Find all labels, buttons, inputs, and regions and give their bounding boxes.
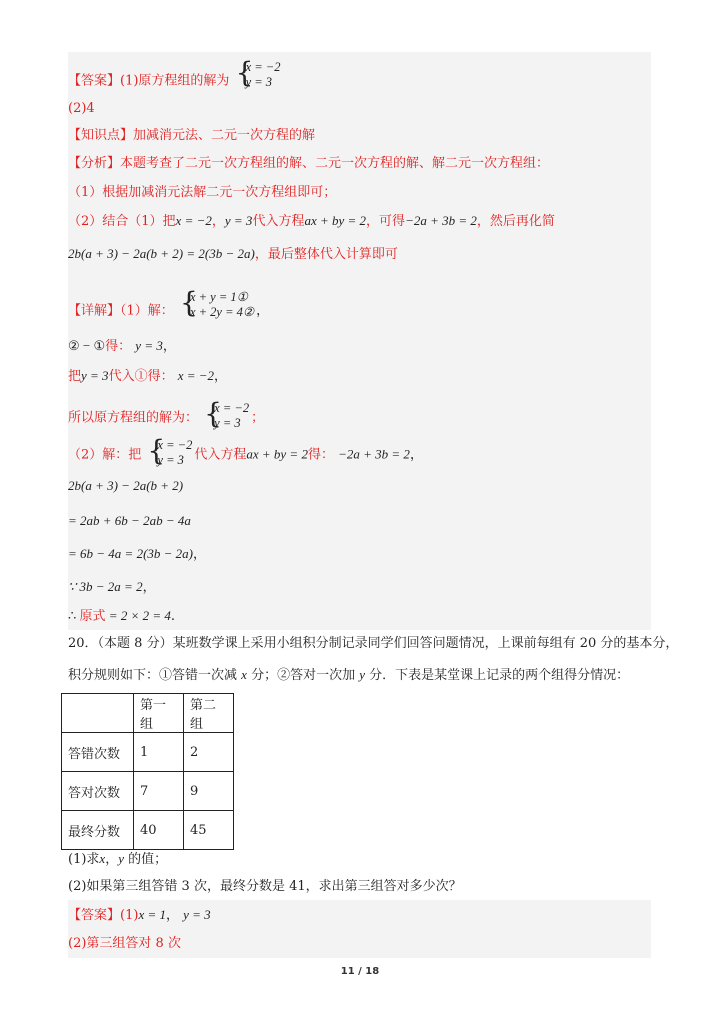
question-part-1: (1)求x，y 的值； [68, 851, 168, 867]
expression-line-1: 2b(a + 3) − 2a(b + 2) [68, 478, 184, 493]
table-cell: 7 [134, 772, 184, 811]
table-row [62, 772, 234, 811]
table-cell: 最终分数 [62, 811, 134, 850]
solution-system-2: { x = −2 y = 3 [204, 397, 250, 430]
table-cell: 9 [184, 772, 234, 811]
table-header-cell: 第二组 [184, 694, 234, 733]
therefore-line: ∴ 原式 = 2 × 2 = 4. [68, 608, 176, 624]
table-header-row [62, 694, 234, 733]
table-cell: 2 [184, 733, 234, 772]
substitution-system: { x = −2 y = 3 [147, 434, 193, 467]
table-row [62, 733, 234, 772]
detail-step-3: 所以原方程组的解为： { x = −2 y = 3 ； [68, 397, 265, 430]
table-header-cell: 第一组 [134, 694, 184, 733]
table-cell: 40 [134, 811, 184, 850]
detail-step-2: 把y = 3代入①得： x = −2， [68, 368, 228, 384]
because-line: ∵ 3b − 2a = 2， [68, 579, 156, 595]
answer-line-1: 【答案】(1)原方程组的解为 { x = −2 y = 3 [68, 56, 281, 89]
question-part-2: (2)如果第三组答错 3 次，最终分数是 41，求出第三组答对多少次？ [68, 879, 462, 894]
analysis-step-1: （1）根据加减消元法解二元一次方程组即可； [68, 185, 337, 200]
expression-line-3: = 6b − 4a = 2(3b − 2a)， [68, 546, 207, 562]
answer2-line-1: 【答案】(1)x = 1， y = 3 [68, 907, 211, 923]
table-cell: 1 [134, 733, 184, 772]
question-20-line-2: 积分规则如下：①答错一次减 x 分；②答对一次加 y 分．下表是某堂课上记录的两个组得分情况： [68, 667, 630, 683]
table-header-cell [62, 694, 134, 733]
table-cell: 45 [184, 811, 234, 850]
analysis-line: 【分析】本题考查了二元一次方程组的解、二元一次方程的解、解二元一次方程组： [68, 156, 550, 171]
equation-system: { x + y = 1① x + 2y = 4② [179, 286, 255, 319]
answer2-line-2: (2)第三组答对 8 次 [68, 936, 181, 951]
table-cell: 答对次数 [62, 772, 134, 811]
detail-line: 【详解】（1）解： { x + y = 1① x + 2y = 4② ， [68, 286, 270, 319]
expression-line-2: = 2ab + 6b − 2ab − 4a [68, 513, 191, 528]
detail-step-1: ② − ①得： y = 3， [68, 338, 176, 354]
score-table [61, 693, 234, 850]
table-row [62, 811, 234, 850]
table-cell: 答错次数 [62, 733, 134, 772]
page-number: 11 / 18 [340, 966, 380, 977]
analysis-step-2: （2）结合（1）把x = −2，y = 3代入方程ax + by = 2，可得−2a + 3b = 2，然后再化简 [68, 213, 555, 229]
answer-line-2: (2)4 [68, 101, 95, 116]
detail-step-4: （2）解：把 { x = −2 y = 3 代入方程ax + by = 2得： −2a + 3b = 2， [68, 434, 423, 467]
knowledge-point: 【知识点】加减消元法、二元一次方程的解 [68, 128, 316, 143]
question-20-line-1: 20．（本题 8 分）某班数学课上采用小组积分制记录同学们回答问题情况，上课前每组有 20 分的基本分， [68, 636, 679, 651]
analysis-step-3: 2b(a + 3) − 2a(b + 2) = 2(3b − 2a)，最后整体代入计算即可 [68, 246, 398, 262]
solution-system: { x = −2 y = 3 [235, 56, 281, 89]
